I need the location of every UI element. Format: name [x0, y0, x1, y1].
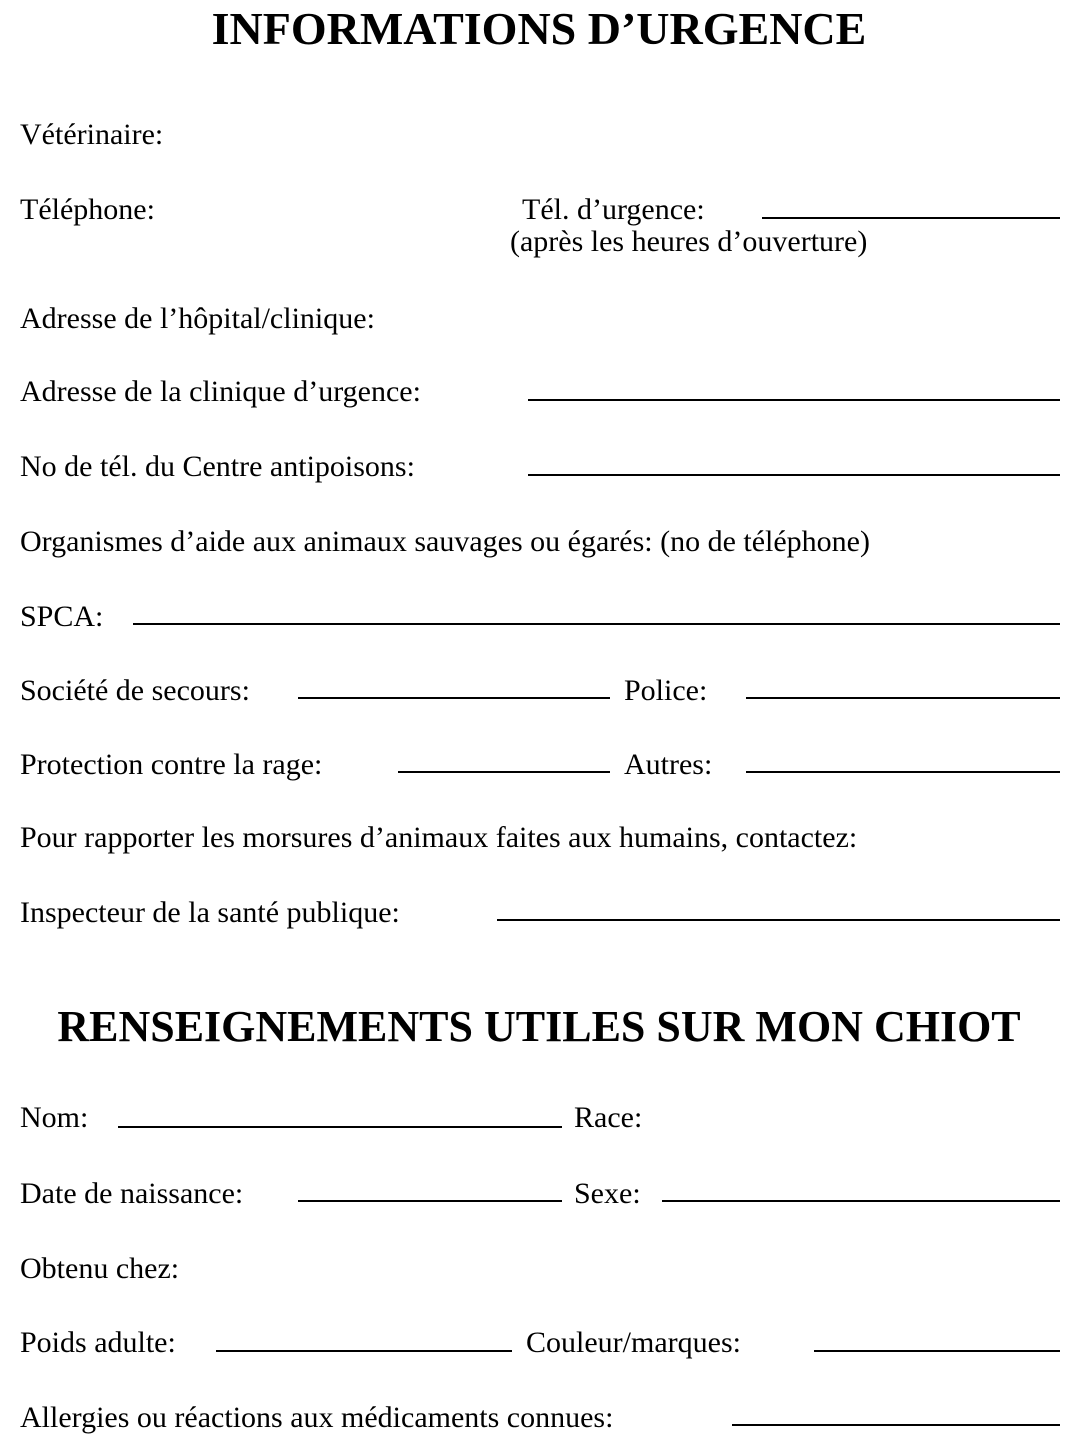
label-spca: SPCA:	[20, 600, 104, 633]
label-veterinaire: Vétérinaire:	[20, 118, 164, 151]
field-antipoison[interactable]	[528, 474, 1060, 476]
field-date-naissance[interactable]	[298, 1200, 562, 1202]
field-rage[interactable]	[398, 771, 610, 773]
field-societe-secours[interactable]	[298, 697, 610, 699]
label-morsures: Pour rapporter les morsures d’animaux faites aux humains, contactez:	[20, 821, 858, 854]
label-couleur: Couleur/marques:	[526, 1326, 741, 1359]
label-autres: Autres:	[624, 748, 713, 781]
emergency-title: INFORMATIONS D’URGENCE	[211, 3, 867, 54]
label-telephone: Téléphone:	[20, 193, 155, 226]
label-antipoison: No de tél. du Centre antipoisons:	[20, 450, 415, 483]
field-tel-urgence[interactable]	[762, 217, 1060, 219]
label-race: Race:	[574, 1101, 643, 1134]
field-sexe[interactable]	[662, 1200, 1060, 1202]
label-tel-urgence: Tél. d’urgence:	[522, 193, 705, 226]
label-poids-adulte: Poids adulte:	[20, 1326, 176, 1359]
label-adresse-clinique-urgence: Adresse de la clinique d’urgence:	[20, 375, 421, 408]
field-adresse-clinique-urgence[interactable]	[528, 399, 1060, 401]
label-rage: Protection contre la rage:	[20, 748, 323, 781]
label-societe-secours: Société de secours:	[20, 674, 250, 707]
label-sexe: Sexe:	[574, 1177, 641, 1210]
label-date-naissance: Date de naissance:	[20, 1177, 244, 1210]
label-adresse-hopital: Adresse de l’hôpital/clinique:	[20, 302, 375, 335]
field-allergies[interactable]	[732, 1424, 1060, 1426]
field-police[interactable]	[746, 697, 1060, 699]
label-police: Police:	[624, 674, 708, 707]
field-spca[interactable]	[133, 623, 1060, 625]
label-inspecteur: Inspecteur de la santé publique:	[20, 896, 400, 929]
puppy-title: RENSEIGNEMENTS UTILES SUR MON CHIOT	[57, 1002, 1021, 1051]
field-poids-adulte[interactable]	[216, 1350, 512, 1352]
label-nom: Nom:	[20, 1101, 89, 1134]
label-organismes: Organismes d’aide aux animaux sauvages ou égarés: (no de téléphone)	[20, 525, 870, 558]
field-inspecteur[interactable]	[497, 919, 1060, 921]
label-apres-heures: (après les heures d’ouverture)	[510, 225, 868, 258]
label-obtenu-chez: Obtenu chez:	[20, 1252, 180, 1285]
field-couleur[interactable]	[814, 1350, 1060, 1352]
field-nom[interactable]	[118, 1126, 562, 1128]
field-autres[interactable]	[746, 771, 1060, 773]
label-allergies: Allergies ou réactions aux médicaments connues:	[20, 1401, 614, 1434]
